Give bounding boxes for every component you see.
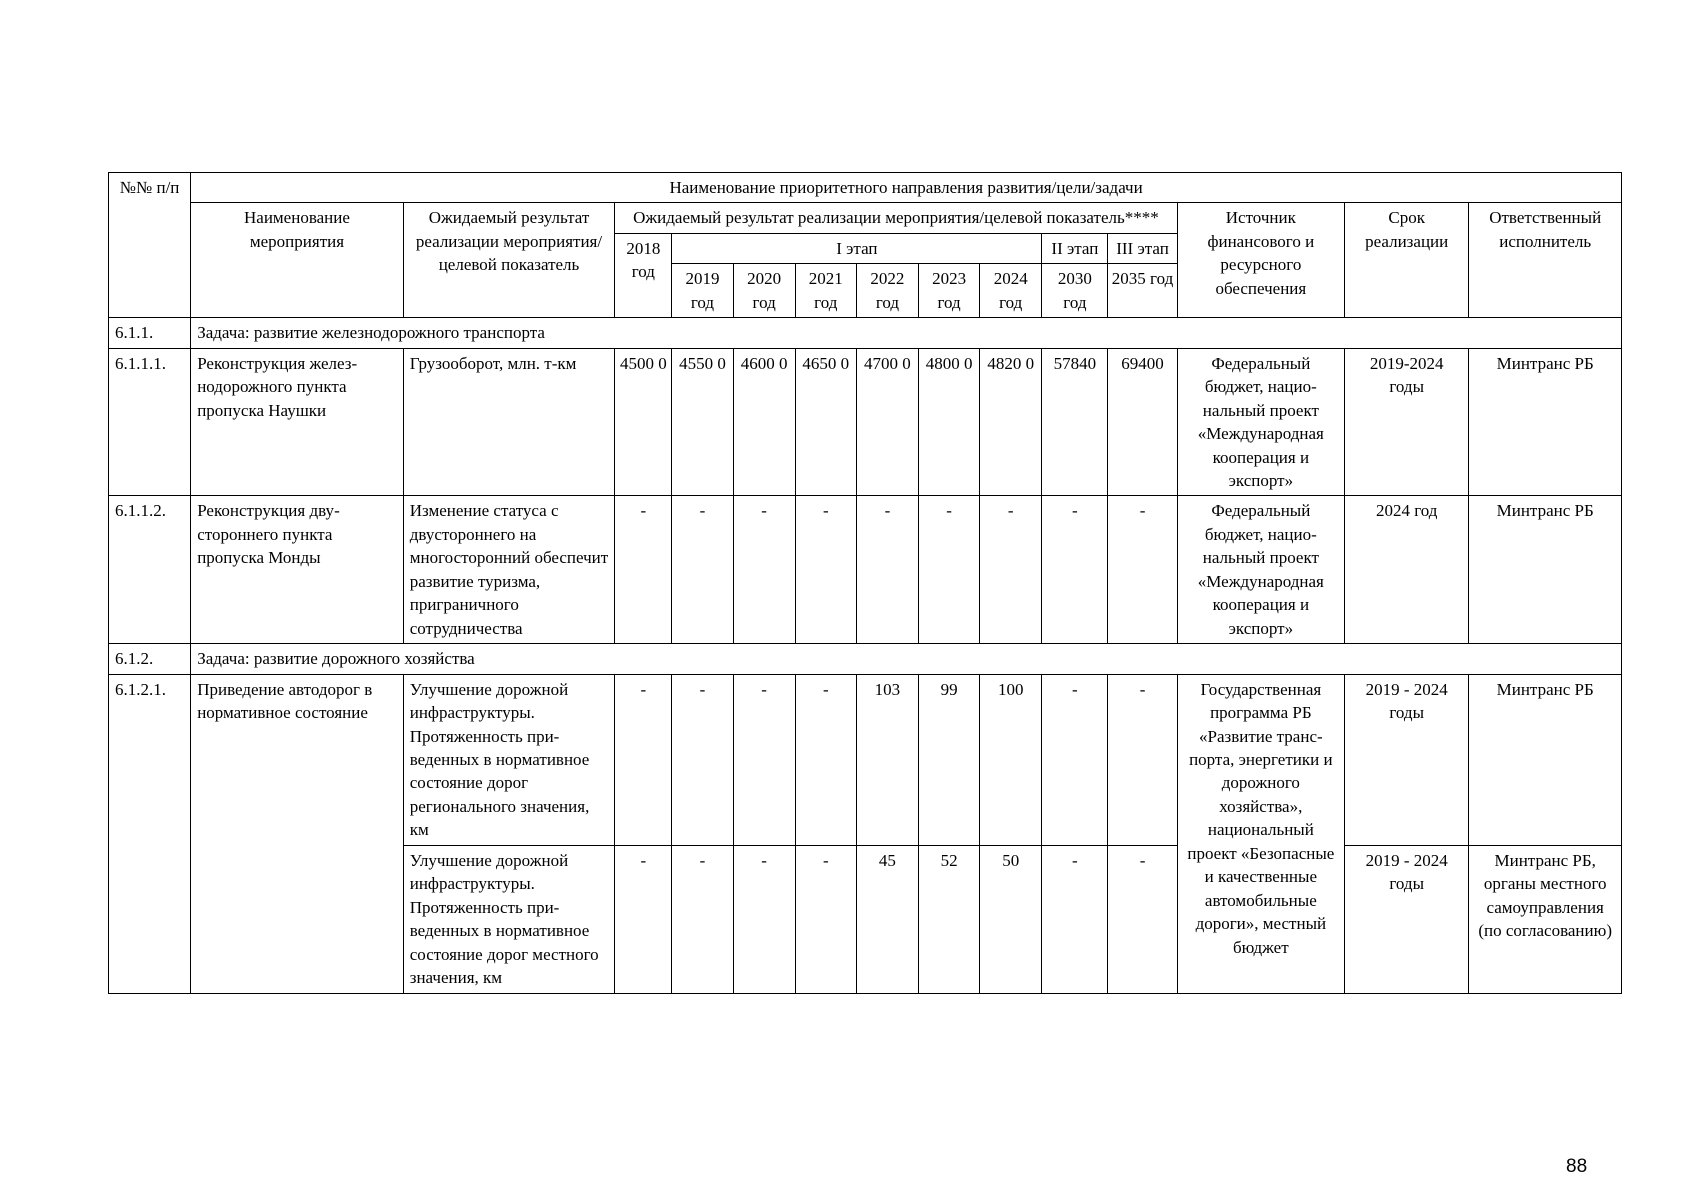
header-year: 2022 год [856, 264, 918, 318]
header-year: 2023 год [919, 264, 980, 318]
program-table [108, 172, 1622, 994]
value-cell: - [1042, 845, 1108, 993]
section-title: Задача: развитие железнодорожного транспорта [191, 318, 1622, 348]
value-cell: - [733, 496, 795, 644]
value-cell: - [1108, 674, 1177, 845]
header-direction-title: Наименование приоритетного направления развития/цели/задачи [191, 173, 1622, 203]
value-cell: 4550 0 [672, 348, 733, 496]
event-name: Приведение автодорог в нормативное состояние [191, 674, 404, 993]
expected-result: Изменение статуса с двустороннего на многосторонний обеспечит развитие туризма, приграничного сотрудничества [403, 496, 615, 644]
value-cell: - [615, 496, 672, 644]
header-term: Срок реализации [1345, 203, 1469, 318]
value-cell: - [1108, 845, 1177, 993]
value-cell: 4800 0 [919, 348, 980, 496]
value-cell: - [615, 674, 672, 845]
section-num: 6.1.1. [109, 318, 191, 348]
section-row [109, 644, 1622, 674]
value-cell: 52 [919, 845, 980, 993]
table-row [109, 348, 1622, 496]
table-row [109, 496, 1622, 644]
value-cell: 4700 0 [856, 348, 918, 496]
value-cell: - [1108, 496, 1177, 644]
header-stage-2: II этап [1042, 233, 1108, 263]
page-number: 88 [1566, 1156, 1588, 1177]
header-stage-3: III этап [1108, 233, 1177, 263]
section-num: 6.1.2. [109, 644, 191, 674]
value-cell: - [733, 845, 795, 993]
section-title: Задача: развитие дорожного хозяйства [191, 644, 1622, 674]
header-row-1 [109, 173, 1622, 203]
value-cell: 4650 0 [795, 348, 856, 496]
row-num: 6.1.2.1. [109, 674, 191, 993]
value-cell: - [672, 674, 733, 845]
responsible: Минтранс РБ, органы местного самоуправления (по согласованию) [1469, 845, 1622, 993]
term: 2019 - 2024 годы [1345, 674, 1469, 845]
value-cell: 4600 0 [733, 348, 795, 496]
responsible: Минтранс РБ [1469, 348, 1622, 496]
header-row-2 [109, 203, 1622, 233]
row-num: 6.1.1.1. [109, 348, 191, 496]
header-source: Источник финансового и ресурсного обеспечения [1177, 203, 1344, 318]
event-name: Реконструкция двустороннего пункта пропуска Монды [191, 496, 404, 644]
value-cell: - [615, 845, 672, 993]
header-year: 2035 год [1108, 264, 1177, 318]
value-cell: - [1042, 674, 1108, 845]
value-cell: - [919, 496, 980, 644]
header-year: 2024 год [980, 264, 1042, 318]
header-year-2018: 2018 год [615, 233, 672, 317]
responsible: Минтранс РБ [1469, 496, 1622, 644]
expected-result: Грузооборот, млн. т-км [403, 348, 615, 496]
value-cell: - [856, 496, 918, 644]
value-cell: - [733, 674, 795, 845]
value-cell: 50 [980, 845, 1042, 993]
value-cell: 100 [980, 674, 1042, 845]
header-year: 2019 год [672, 264, 733, 318]
header-stage-1: I этап [672, 233, 1042, 263]
header-expected-result-group: Ожидаемый результат реализации мероприятия/целевой показатель**** [615, 203, 1177, 233]
header-year: 2020 год [733, 264, 795, 318]
row-num: 6.1.1.2. [109, 496, 191, 644]
funding-source: Федеральный бюджет, национальный проект «Международная кооперация и экспорт» [1177, 496, 1344, 644]
value-cell: 4820 0 [980, 348, 1042, 496]
value-cell: 57840 [1042, 348, 1108, 496]
value-cell: - [1042, 496, 1108, 644]
value-cell: 69400 [1108, 348, 1177, 496]
term: 2024 год [1345, 496, 1469, 644]
event-name: Реконструкция железнодорожного пункта пропуска Наушки [191, 348, 404, 496]
value-cell: - [795, 496, 856, 644]
header-year: 2021 год [795, 264, 856, 318]
responsible: Минтранс РБ [1469, 674, 1622, 845]
funding-source: Федеральный бюджет, национальный проект «Международная кооперация и экспорт» [1177, 348, 1344, 496]
funding-source: Государственная программа РБ «Развитие транспорта, энергетики и дорожного хозяйства», национальный проект «Безопасные и качественные автомобильные дороги», местный бюджет [1177, 674, 1344, 993]
section-row [109, 318, 1622, 348]
value-cell: 45 [856, 845, 918, 993]
header-expected-result: Ожидаемый результат реализации мероприятия/целевой показатель [403, 203, 615, 318]
table-row [109, 674, 1622, 845]
expected-result: Улучшение дорожной инфраструктуры. Протяженность приведенных в нормативное состояние дорог местного значения, км [403, 845, 615, 993]
value-cell: 99 [919, 674, 980, 845]
header-event-name: Наименование мероприятия [191, 203, 404, 318]
header-year: 2030 год [1042, 264, 1108, 318]
value-cell: - [980, 496, 1042, 644]
value-cell: - [672, 496, 733, 644]
term: 2019-2024 годы [1345, 348, 1469, 496]
expected-result: Улучшение дорожной инфраструктуры. Протяженность приведенных в нормативное состояние дорог регионального значения, км [403, 674, 615, 845]
header-responsible: Ответственный исполнитель [1469, 203, 1622, 318]
value-cell: 4500 0 [615, 348, 672, 496]
value-cell: - [795, 674, 856, 845]
header-num: №№ п/п [109, 173, 191, 318]
term: 2019 - 2024 годы [1345, 845, 1469, 993]
value-cell: 103 [856, 674, 918, 845]
value-cell: - [672, 845, 733, 993]
value-cell: - [795, 845, 856, 993]
